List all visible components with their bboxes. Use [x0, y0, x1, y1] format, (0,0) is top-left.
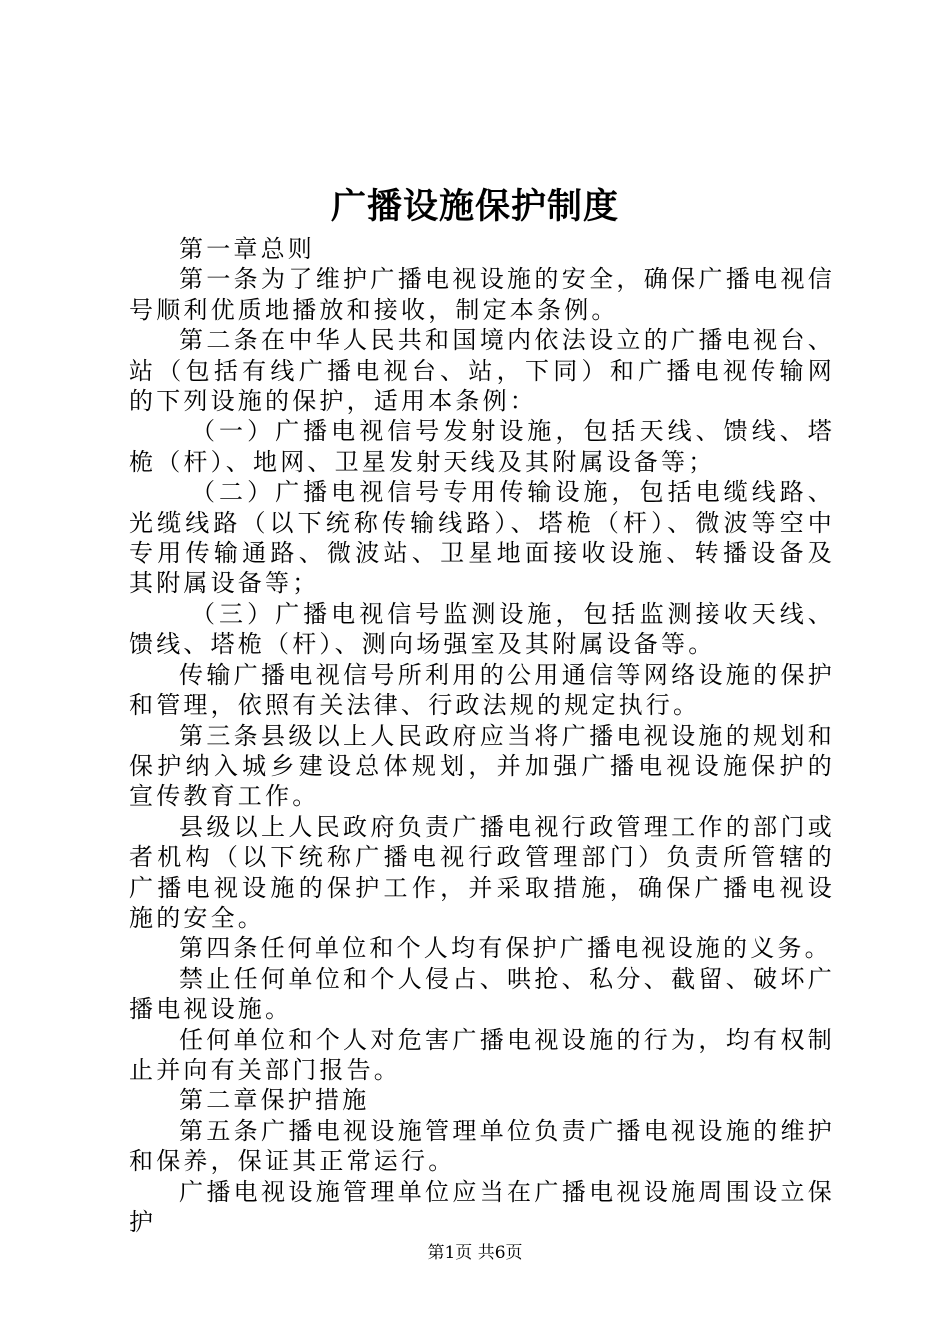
paragraph: 传输广播电视信号所利用的公用通信等网络设施的保护和管理，依照有关法律、行政法规的规定执行。: [129, 660, 835, 720]
paragraph: 第二条在中华人民共和国境内依法设立的广播电视台、站（包括有线广播电视台、站，下同）和广播电视传输网的下列设施的保护，适用本条例：: [129, 326, 835, 416]
list-item: （二）广播电视信号专用传输设施，包括电缆线路、光缆线路（以下统称传输线路）、塔桅（杆）、微波等空中专用传输通路、微波站、卫星地面接收设施、转播设备及其附属设备等；: [129, 478, 835, 598]
paragraph: 第四条任何单位和个人均有保护广播电视设施的义务。: [179, 934, 832, 963]
document-title: 广播设施保护制度: [330, 186, 619, 227]
list-item: （一）广播电视信号发射设施，包括天线、馈线、塔桅（杆）、地网、卫星发射天线及其附属设备等；: [129, 417, 835, 476]
page-footer: 第1页 共6页: [427, 1243, 523, 1263]
paragraph: 广播电视设施管理单位应当在广播电视设施周围设立保护: [129, 1177, 835, 1236]
chapter-heading: 第二章保护措施: [179, 1086, 370, 1115]
paragraph: 第三条县级以上人民政府应当将广播电视设施的规划和保护纳入城乡建设总体规划，并加强广播电视设施保护的宣传教育工作。: [129, 721, 835, 811]
paragraph: 县级以上人民政府负责广播电视行政管理工作的部门或者机构（以下统称广播电视行政管理部门）负责所管辖的广播电视设施的保护工作，并采取措施，确保广播电视设施的安全。: [129, 812, 835, 932]
chapter-heading: 第一章总则: [179, 235, 315, 263]
paragraph: 任何单位和个人对危害广播电视设施的行为，均有权制止并向有关部门报告。: [129, 1025, 835, 1084]
paragraph: 第一条为了维护广播电视设施的安全，确保广播电视信号顺利优质地播放和接收，制定本条例。: [129, 265, 835, 324]
document-body: [129, 234, 835, 1237]
list-item: （三）广播电视信号监测设施，包括监测接收天线、馈线、塔桅（杆）、测向场强室及其附属设备等。: [129, 599, 835, 659]
paragraph: 禁止任何单位和个人侵占、哄抢、私分、截留、破坏广播电视设施。: [129, 964, 835, 1024]
paragraph: 第五条广播电视设施管理单位负责广播电视设施的维护和保养，保证其正常运行。: [129, 1116, 835, 1176]
